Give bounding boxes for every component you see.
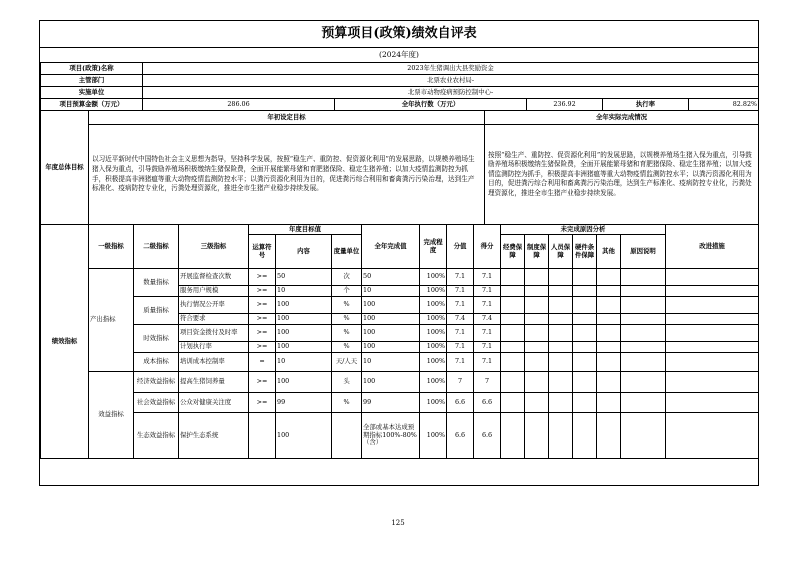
indicator-score: 7.4	[474, 314, 501, 325]
indicator-name: 公众对健康关注度	[179, 393, 249, 413]
header-content: 内容	[276, 235, 332, 269]
header-reason-funds: 经费保障	[501, 235, 525, 269]
indicator-score: 6.6	[474, 413, 501, 459]
table-row	[41, 372, 759, 393]
indicator-value: 100	[276, 342, 332, 353]
actual-goal-text: 按照“稳生产、重防控、促资源化利用”的发展思路，以规模养殖场生猪入保为重点，引导鼓励养殖场积极缴纳生猪保险费，全面开展能繁母猪和育肥猪保险、稳定生猪养殖；以加大疫情监测防控为抓手，积极提高非洲猪瘟等重大动物疫情监测防控水平；以粪污资源化利用为目的，促进粪污综合利用和畜禽粪污污染治理，达到生产标准化、疫病防控专业化，污粪处理资源化，推进全市生猪产业稳步持续发展。	[485, 125, 759, 225]
indicator-score: 7.1	[474, 297, 501, 314]
table-row	[41, 325, 759, 342]
dept-value: 北票农业农村局-	[143, 75, 759, 87]
rate-value: 82.82%	[689, 99, 759, 111]
header-op: 运算符号	[249, 235, 276, 269]
subgroup-quality: 质量指标	[134, 297, 179, 325]
indicator-name: 提高生猪饲养量	[179, 372, 249, 393]
perf-section-label: 绩效指标	[41, 225, 89, 459]
indicator-degree: 100%	[420, 269, 447, 286]
indicator-full-score: 7.1	[447, 342, 474, 353]
indicator-op: >=	[249, 342, 276, 353]
header-reason-system: 制度保障	[525, 235, 549, 269]
indicator-full-score: 6.6	[447, 413, 474, 459]
indicator-actual: 10	[362, 286, 420, 297]
indicator-score: 7.1	[474, 342, 501, 353]
indicator-degree: 100%	[420, 314, 447, 325]
header-reason-group: 未完成原因分析	[501, 225, 666, 235]
indicator-op: >=	[249, 314, 276, 325]
indicator-full-score: 7.4	[447, 314, 474, 325]
unit-label: 实施单位	[41, 87, 143, 99]
header-reason-hardware: 硬件条件保障	[573, 235, 597, 269]
indicator-full-score: 7.1	[447, 269, 474, 286]
indicator-op: >=	[249, 269, 276, 286]
indicator-op: =	[249, 353, 276, 372]
header-degree: 完成程度	[420, 225, 447, 269]
initial-goal-text: 以习近平新时代中国特色社会主义思想为指导，坚持科学发展，按照“稳生产、重防控、促资源化利用”的发展思路，以规模养殖场生猪入保为重点，引导鼓励养殖场积极缴纳生猪保险费，全面开展能繁母猪和育肥猪保险、稳定生猪养殖；以加大疫情监测防控为抓手，积极提高非洲猪瘟等重大动物疫情监测防控水平；以粪污资源化利用为目的，促进粪污综合利用和畜禽粪污污染治理，达到生产标准化、疫病防控专业化，污粪处理资源化，推进全市生猪产业稳步持续发展。	[89, 125, 485, 225]
indicator-unit: %	[332, 297, 362, 314]
page-title: 预算项目(政策)绩效自评表	[40, 21, 758, 48]
header-reason-note: 原因说明	[621, 235, 666, 269]
header-score-full: 分值	[447, 225, 474, 269]
indicator-value: 99	[276, 393, 332, 413]
indicator-unit: 个	[332, 286, 362, 297]
evaluation-sheet	[39, 20, 759, 486]
subgroup-cost: 成本指标	[134, 353, 179, 372]
indicator-degree: 100%	[420, 325, 447, 342]
indicator-score: 7.1	[474, 286, 501, 297]
header-level2: 二级指标	[134, 225, 179, 269]
indicator-actual: 99	[362, 393, 420, 413]
indicator-op: >=	[249, 286, 276, 297]
subgroup-ecological: 生态效益指标	[134, 413, 179, 459]
indicator-name: 培训成本控制率	[179, 353, 249, 372]
indicator-full-score: 7.1	[447, 325, 474, 342]
indicator-degree: 100%	[420, 297, 447, 314]
goals-section-label: 年度总体目标	[41, 111, 89, 225]
indicator-unit: %	[332, 342, 362, 353]
header-reason-other: 其他	[597, 235, 621, 269]
exec-label: 全年执行数（万元）	[335, 99, 527, 111]
year-label: (2024年度)	[379, 50, 419, 59]
indicator-actual: 100	[362, 342, 420, 353]
subgroup-social: 社会效益指标	[134, 393, 179, 413]
indicator-degree: 100%	[420, 413, 447, 459]
indicator-unit: %	[332, 393, 362, 413]
project-name-label: 项目(政策)名称	[41, 63, 143, 75]
indicator-score: 7.1	[474, 325, 501, 342]
rate-label: 执行率	[603, 99, 689, 111]
dept-label: 主管部门	[41, 75, 143, 87]
goals-table	[40, 110, 759, 225]
indicator-unit: 天/人天	[332, 353, 362, 372]
indicator-actual: 100	[362, 325, 420, 342]
indicator-name: 项目资金拨付及时率	[179, 325, 249, 342]
header-improve: 改进措施	[666, 225, 759, 269]
table-row	[41, 269, 759, 286]
indicator-degree: 100%	[420, 342, 447, 353]
group-output: 产出指标	[89, 269, 134, 372]
indicator-actual: 100	[362, 297, 420, 314]
indicator-full-score: 6.6	[447, 393, 474, 413]
indicator-unit	[332, 413, 362, 459]
indicator-op	[249, 413, 276, 459]
indicator-name: 开展监督检查次数	[179, 269, 249, 286]
unit-value: 北票市动物疫病预防控制中心-	[143, 87, 759, 99]
header-target-group: 年度目标值	[249, 225, 362, 235]
indicator-score: 7	[474, 372, 501, 393]
indicator-score: 6.6	[474, 393, 501, 413]
indicator-value: 100	[276, 372, 332, 393]
indicator-value: 50	[276, 269, 332, 286]
indicator-full-score: 7	[447, 372, 474, 393]
subgroup-timeliness: 时效指标	[134, 325, 179, 353]
header-actual: 全年完成值	[362, 225, 420, 269]
indicator-name: 服务用户规模	[179, 286, 249, 297]
indicator-degree: 100%	[420, 286, 447, 297]
exec-value: 236.92	[527, 99, 603, 111]
header-unit: 度量单位	[332, 235, 362, 269]
subgroup-economic: 经济效益指标	[134, 372, 179, 393]
indicator-name: 保护生态系统	[179, 413, 249, 459]
indicator-unit: 头	[332, 372, 362, 393]
header-level3: 三级指标	[179, 225, 249, 269]
header-level1: 一级指标	[89, 225, 134, 269]
indicator-op: >=	[249, 297, 276, 314]
indicator-name: 执行情况公开率	[179, 297, 249, 314]
header-reason-staff: 人员保障	[549, 235, 573, 269]
initial-goal-header: 年初设定目标	[89, 111, 485, 125]
table-row	[41, 393, 759, 413]
indicator-actual: 10	[362, 353, 420, 372]
indicator-full-score: 7.1	[447, 353, 474, 372]
indicator-unit: %	[332, 325, 362, 342]
indicator-degree: 100%	[420, 393, 447, 413]
indicator-value: 100	[276, 297, 332, 314]
performance-table	[40, 224, 759, 459]
indicator-value: 10	[276, 353, 332, 372]
table-row	[41, 413, 759, 459]
indicator-op: >=	[249, 372, 276, 393]
table-row	[41, 297, 759, 314]
header-score: 得分	[474, 225, 501, 269]
budget-label: 项目预算金额（万元）	[41, 99, 143, 111]
project-name-value: 2023年生猪调出大县奖励资金	[143, 63, 759, 75]
table-row	[41, 353, 759, 372]
indicator-op: >=	[249, 393, 276, 413]
indicator-full-score: 7.1	[447, 297, 474, 314]
indicator-value: 100	[276, 325, 332, 342]
actual-goal-header: 全年实际完成情况	[485, 111, 759, 125]
indicator-value: 100	[276, 413, 332, 459]
indicator-score: 7.1	[474, 353, 501, 372]
indicator-actual: 全部或基本达成预期指标100%-80%（含）	[362, 413, 420, 459]
indicator-degree: 100%	[420, 372, 447, 393]
indicator-op: >=	[249, 325, 276, 342]
indicator-unit: 次	[332, 269, 362, 286]
indicator-full-score: 7.1	[447, 286, 474, 297]
indicator-value: 10	[276, 286, 332, 297]
subgroup-quantity: 数量指标	[134, 269, 179, 297]
indicator-name: 计划执行率	[179, 342, 249, 353]
group-benefit: 效益指标	[89, 372, 134, 459]
indicator-actual: 50	[362, 269, 420, 286]
indicator-value: 100	[276, 314, 332, 325]
budget-value: 286.06	[143, 99, 335, 111]
indicator-degree: 100%	[420, 353, 447, 372]
page-number: 125	[391, 519, 405, 527]
indicator-actual: 100	[362, 314, 420, 325]
indicator-actual: 100	[362, 372, 420, 393]
project-info-table	[40, 62, 759, 111]
indicator-unit: %	[332, 314, 362, 325]
indicator-score: 7.1	[474, 269, 501, 286]
indicator-name: 符合要求	[179, 314, 249, 325]
